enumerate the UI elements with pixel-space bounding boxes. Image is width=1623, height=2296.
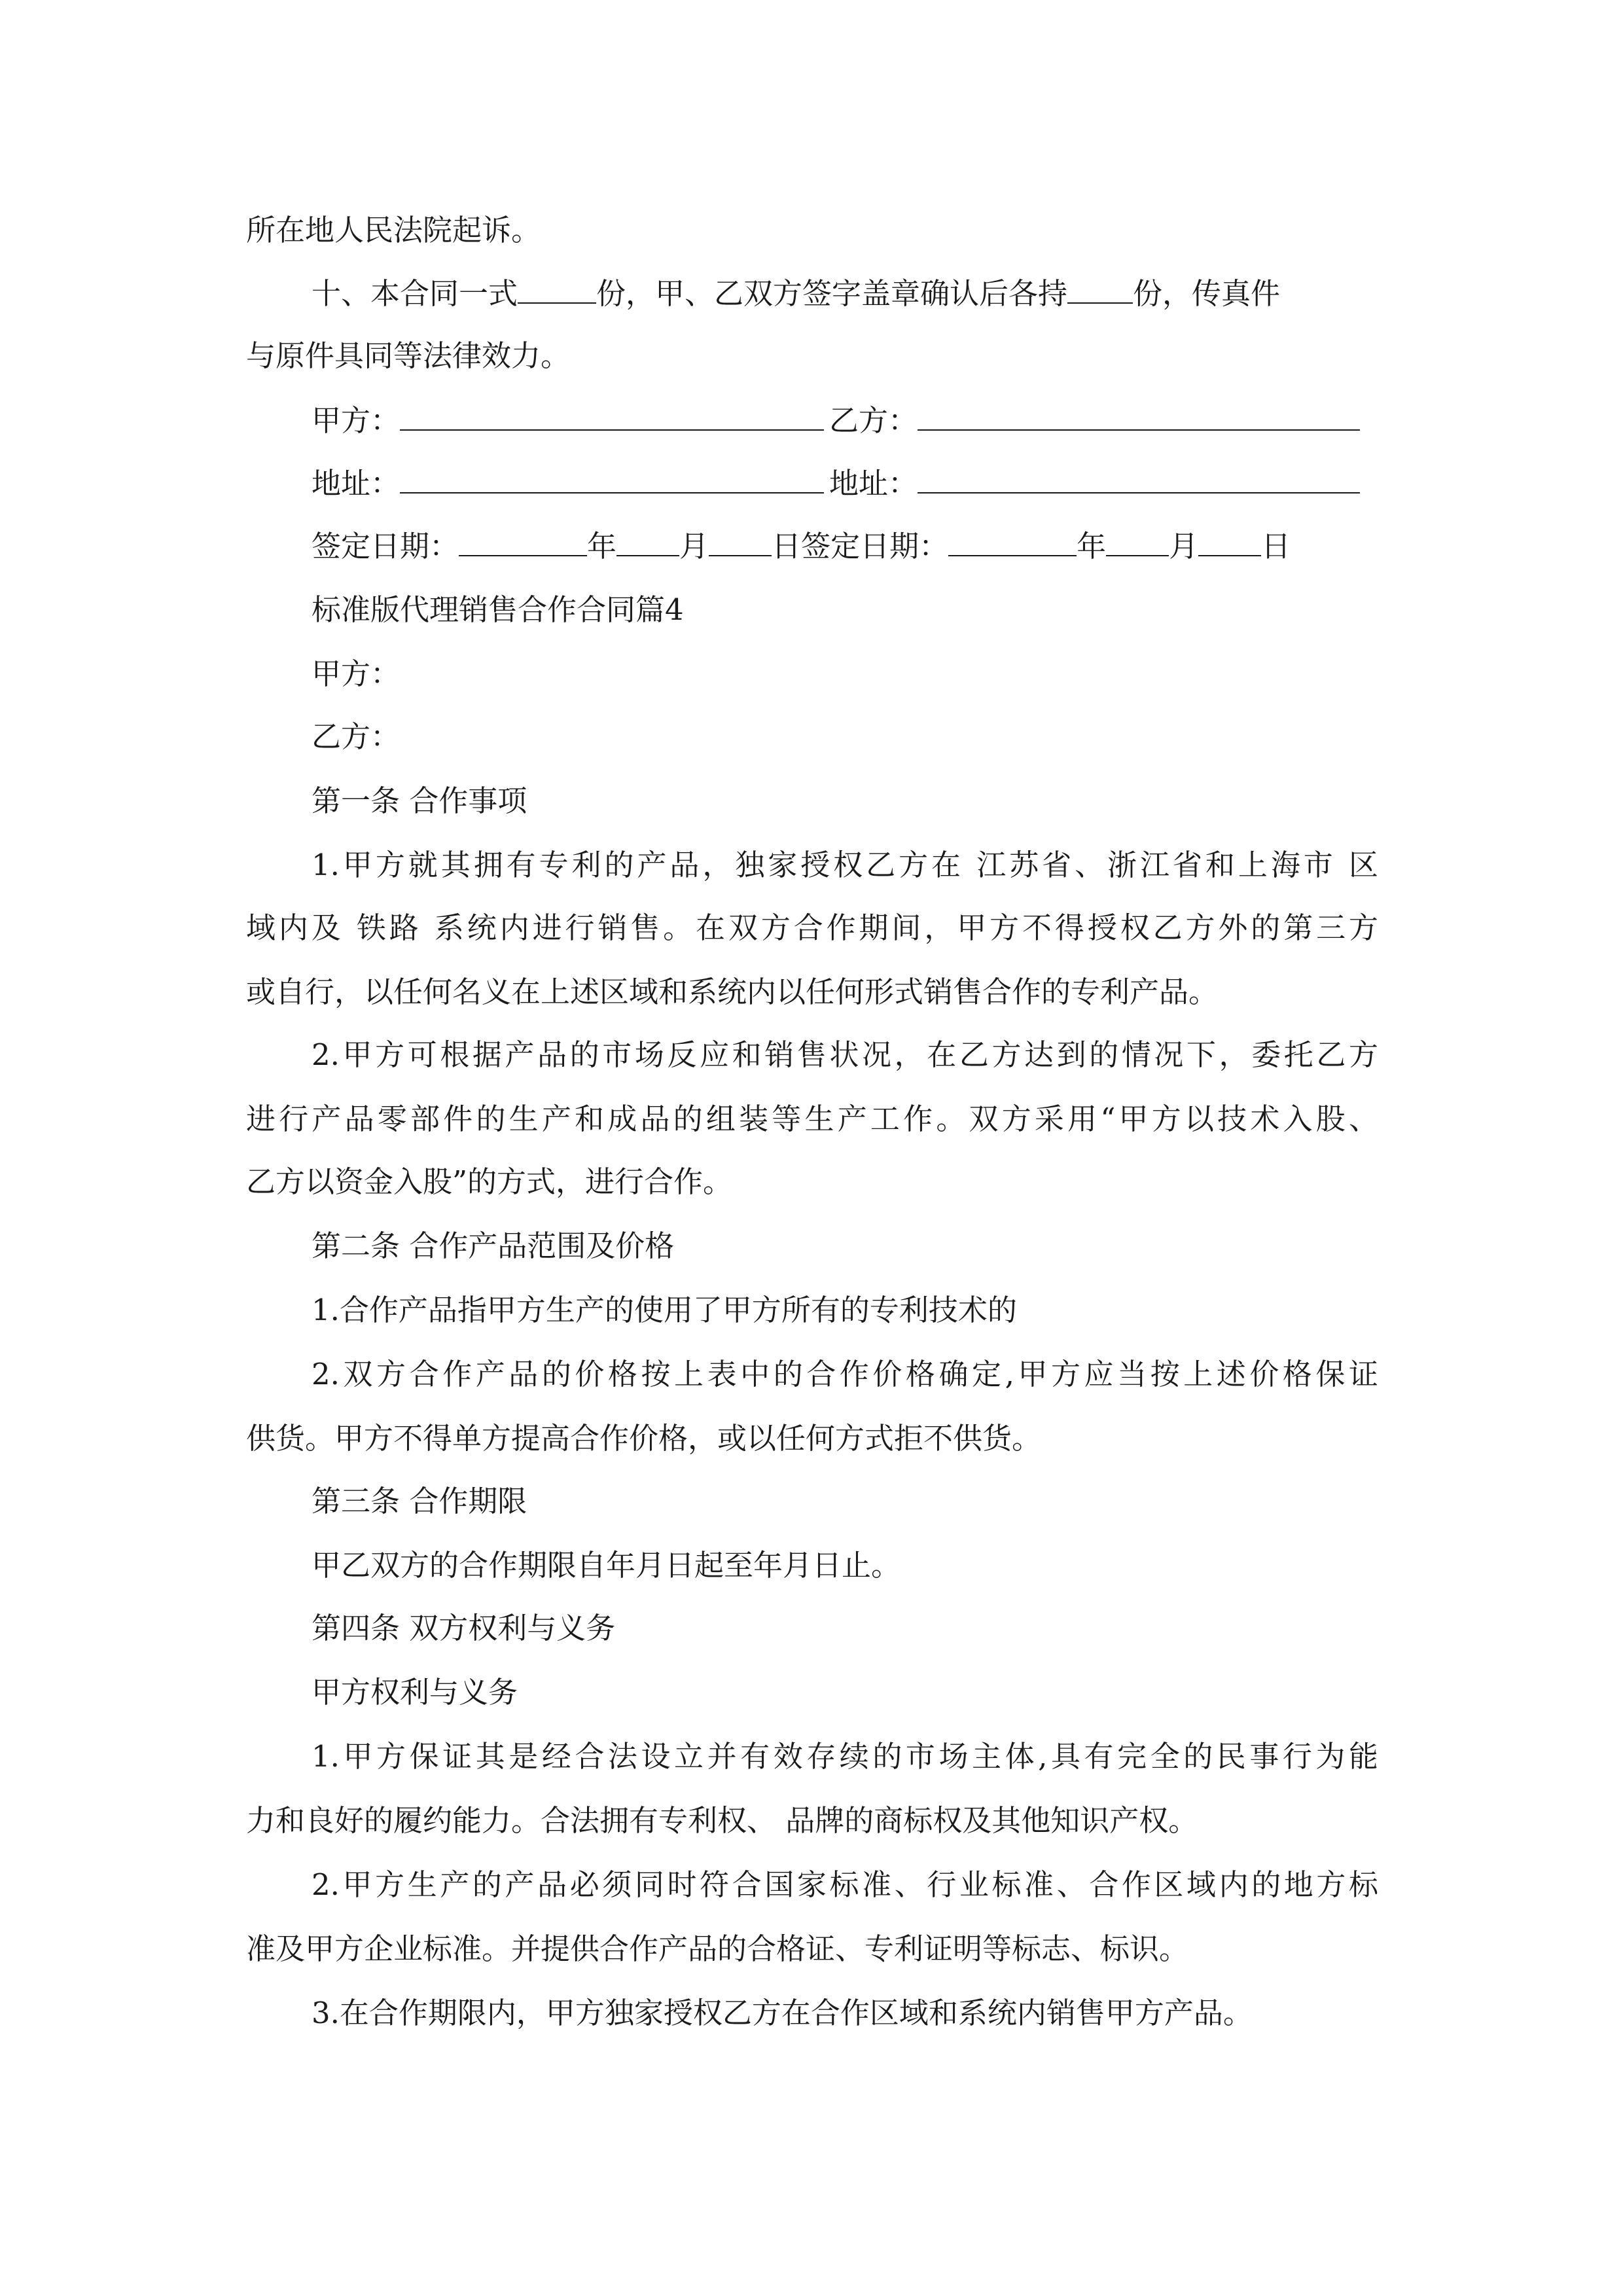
text-segment: 份，甲、乙双方签字盖章确认后各持: [596, 276, 1068, 311]
paragraph-line: 2.双方合作产品的价格按上表中的合作价格确定,甲方应当按上述价格保证: [312, 1357, 1378, 1391]
date-b-label: 签定日期：: [801, 529, 949, 564]
paragraph-line: 2.甲方生产的产品必须同时符合国家标准、行业标准、合作区域内的地方标: [312, 1867, 1378, 1902]
text-segment: 十、本合同一式: [312, 276, 518, 311]
paragraph-line: 甲乙双方的合作期限自年月日起至年月日止。: [312, 1548, 901, 1583]
month-label: 月: [1169, 529, 1199, 564]
article-heading: 第四条 双方权利与义务: [312, 1611, 616, 1645]
paragraph-line: 3.在合作期限内，甲方独家授权乙方在合作区域和系统内销售甲方产品。: [312, 1996, 1253, 2030]
article-heading: 第三条 合作期限: [312, 1484, 527, 1518]
date-a-day-blank[interactable]: [709, 526, 772, 556]
party-b-line: 乙方：: [312, 719, 401, 754]
paragraph-line: 1.甲方就其拥有专利的产品，独家授权乙方在 江苏省、浙江省和上海市 区: [312, 848, 1378, 882]
address-a-label: 地址：: [312, 466, 401, 501]
date-a-month-blank[interactable]: [616, 526, 679, 556]
subheading: 甲方权利与义务: [312, 1675, 518, 1710]
paragraph-line: 乙方以资金入股”的方式，进行合作。: [246, 1164, 733, 1199]
paragraph-line: 1.甲方保证其是经合法设立并有效存续的市场主体,具有完全的民事行为能: [312, 1739, 1378, 1774]
paragraph-line: 供货。甲方不得单方提高合作价格，或以任何方式拒不供货。: [246, 1421, 1042, 1456]
address-b-blank[interactable]: [918, 463, 1360, 493]
day-label: 日: [772, 529, 802, 564]
year-label: 年: [587, 529, 617, 564]
signature-party-b-label: 乙方：: [829, 403, 918, 438]
day-label: 日: [1261, 529, 1291, 564]
date-a-year-blank[interactable]: [459, 526, 587, 556]
address-a-blank[interactable]: [400, 463, 824, 493]
text-segment: 份，传真件: [1133, 276, 1281, 311]
month-label: 月: [679, 529, 709, 564]
copies-clause: [312, 274, 1280, 313]
date-a-label: 签定日期：: [312, 529, 459, 564]
party-a-signature-blank[interactable]: [400, 401, 824, 431]
copies-blank[interactable]: [518, 274, 596, 304]
date-b-day-blank[interactable]: [1198, 526, 1261, 556]
year-label: 年: [1077, 529, 1107, 564]
signature-date-row: [312, 526, 1291, 565]
signature-address-row: [312, 463, 1360, 503]
signature-party-row: [312, 401, 1360, 440]
address-b-label: 地址：: [829, 466, 918, 501]
party-b-signature-blank[interactable]: [918, 401, 1360, 431]
text-line: 所在地人民法院起诉。: [246, 213, 541, 247]
article-heading: 第一条 合作事项: [312, 783, 527, 818]
paragraph-line: 进行产品零部件的生产和成品的组装等生产工作。双方采用“甲方以技术入股、: [246, 1102, 1378, 1136]
paragraph-line: 1.合作产品指甲方生产的使用了甲方所有的专利技术的: [312, 1293, 1017, 1327]
date-b-month-blank[interactable]: [1106, 526, 1169, 556]
text-line: 与原件具同等法律效力。: [246, 338, 571, 373]
copies-each-blank[interactable]: [1067, 274, 1133, 304]
date-b-year-blank[interactable]: [948, 526, 1077, 556]
paragraph-line: 域内及 铁路 系统内进行销售。在双方合作期间，甲方不得授权乙方外的第三方: [246, 910, 1378, 945]
section-title: 标准版代理销售合作合同篇4: [312, 592, 684, 627]
paragraph-line: 或自行，以任何名义在上述区域和系统内以任何形式销售合作的专利产品。: [246, 975, 1219, 1009]
paragraph-line: 准及甲方企业标准。并提供合作产品的合格证、专利证明等标志、标识。: [246, 1931, 1189, 1966]
paragraph-line: 2.甲方可根据产品的市场反应和销售状况，在乙方达到的情况下，委托乙方: [312, 1037, 1378, 1072]
article-heading: 第二条 合作产品范围及价格: [312, 1229, 675, 1263]
paragraph-line: 力和良好的履约能力。合法拥有专利权、 品牌的商标权及其他知识产权。: [246, 1803, 1198, 1838]
party-a-line: 甲方：: [312, 656, 401, 691]
signature-party-a-label: 甲方：: [312, 403, 401, 438]
